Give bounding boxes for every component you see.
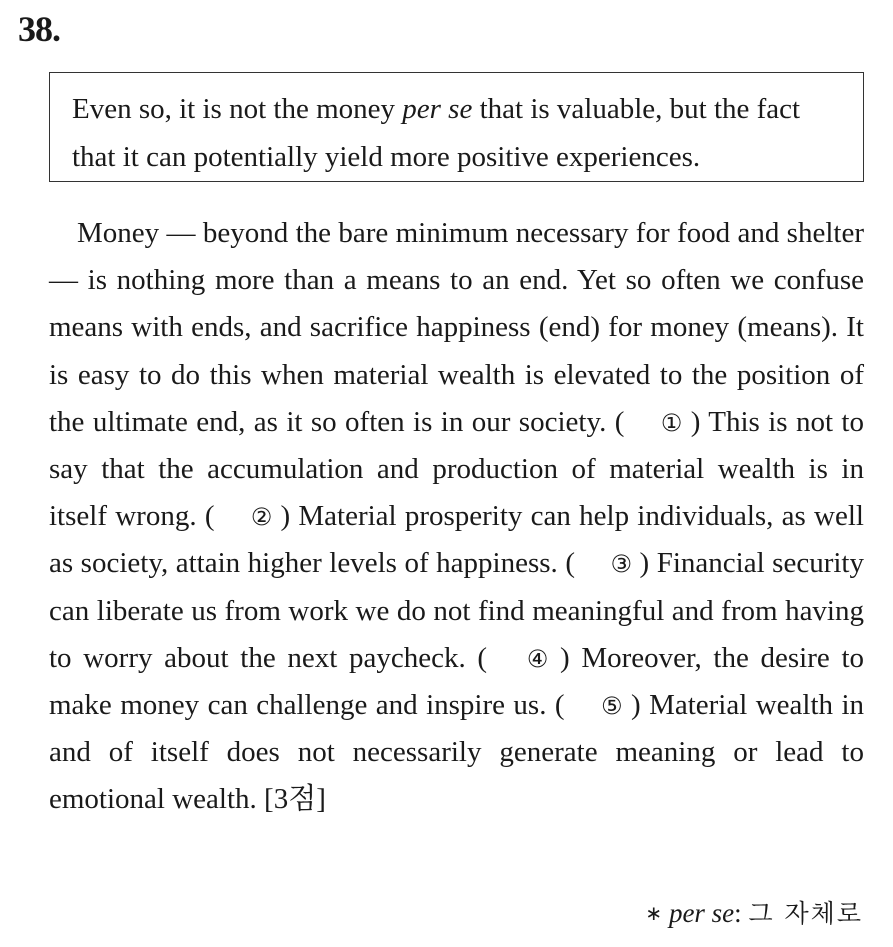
insertion-slot-2: ( ② ) bbox=[204, 500, 291, 533]
given-sentence-text-before: Even so, it is not the money bbox=[72, 93, 403, 125]
reading-passage bbox=[49, 210, 864, 824]
position-marker-4: ④ bbox=[526, 644, 549, 673]
position-marker-5: ⑤ bbox=[601, 692, 623, 721]
insertion-slot-4: ( ④ ) bbox=[477, 641, 570, 674]
footnote-gloss: 그 자체로 bbox=[748, 899, 863, 928]
insertion-slot-5: ( ⑤ ) bbox=[554, 689, 641, 722]
given-sentence-text-after: that is valuable, but the fact that it can potentially yield more positive experiences. bbox=[72, 93, 801, 173]
insertion-slot-1: ( ① ) bbox=[614, 405, 701, 438]
points-label: [3점] bbox=[264, 783, 326, 816]
given-sentence-italic-term: per se bbox=[402, 93, 473, 125]
position-marker-2: ② bbox=[250, 503, 273, 532]
footnote-term: per se bbox=[668, 898, 735, 928]
passage-sentence-2: Material prosperity can help individuals, as well as society, attain higher levels of happiness. bbox=[49, 500, 864, 580]
question-number: 38. bbox=[18, 9, 60, 49]
passage-sentence-4: Moreover, the desire to make money can challenge and inspire us. bbox=[49, 641, 865, 722]
vocabulary-footnote bbox=[645, 893, 863, 934]
passage-sentence-3: Financial security can liberate us from work we do not find meaningful and from having to worry about the next paycheck. bbox=[49, 547, 864, 674]
position-marker-3: ③ bbox=[610, 550, 633, 579]
insertion-slot-3: ( ③ ) bbox=[565, 547, 650, 580]
passage-sentence-5: Material wealth in and of itself does not necessarily generate meaning or lead to emotional wealth. bbox=[49, 689, 865, 816]
given-sentence-box bbox=[49, 72, 864, 182]
footnote-asterisk: ∗ bbox=[645, 901, 663, 925]
passage-sentence-1: This is not to say that the accumulation and production of material wealth is in itself wrong. bbox=[49, 405, 864, 533]
footnote-colon: : bbox=[734, 898, 742, 928]
passage-intro: Money — beyond the bare minimum necessary for food and shelter — is nothing more than a means to an end. Yet so often we confuse means with ends, and sacrifice happiness (end) for money (means). It is easy to do this when material wealth is elevated to the position of the ultimate end, as it so often is in our society. bbox=[49, 217, 864, 438]
position-marker-1: ① bbox=[660, 408, 683, 437]
